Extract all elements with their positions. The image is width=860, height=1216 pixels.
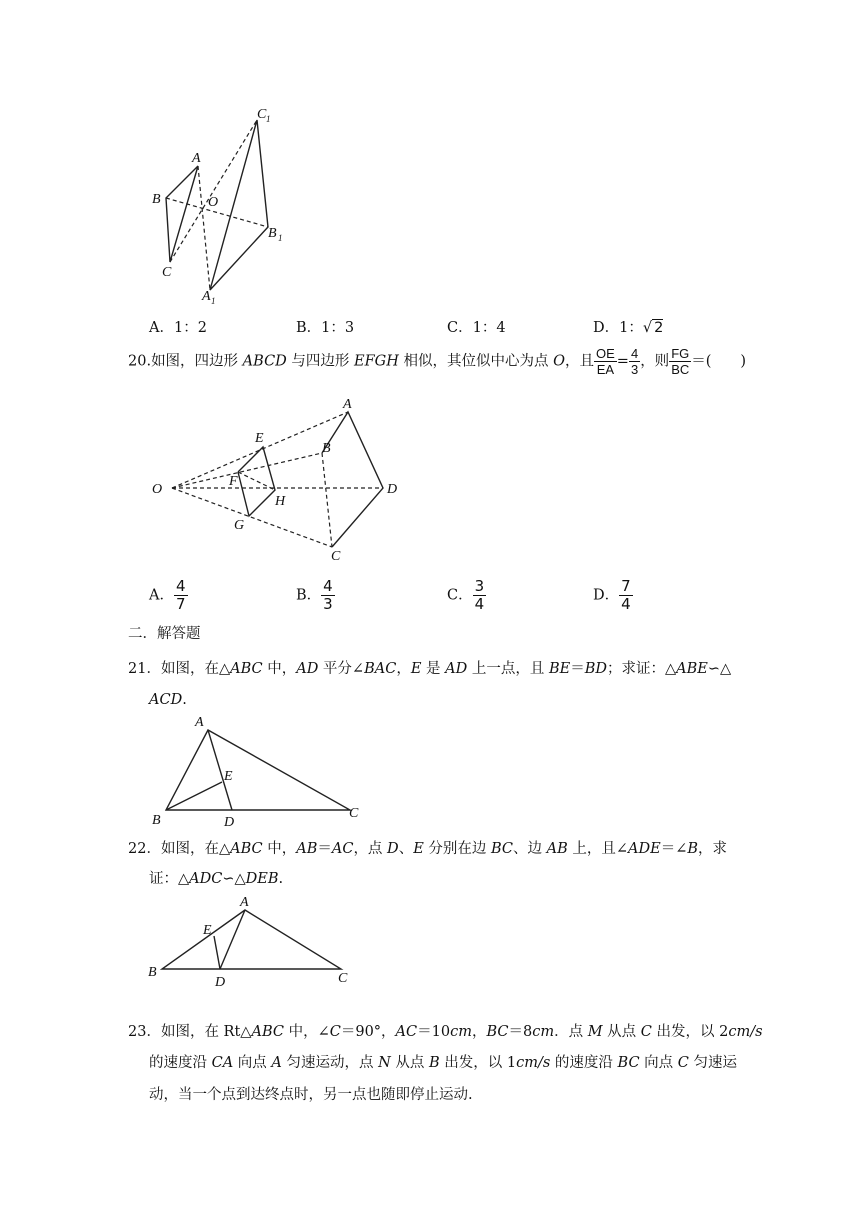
q20-dash-fh: [238, 472, 275, 490]
q20-option-c: C． $\frac{3}{4}$: [447, 577, 485, 613]
q20-option-b: B． $\frac{4}{3}$: [296, 577, 333, 613]
q22-stem-line2: 证：△ADC∽△DEB.: [149, 871, 284, 887]
q22-label-b: B: [148, 965, 157, 980]
q20-stem: 20.如图，四边形 ABCD 与四边形 EFGH 相似，其位似中心为点 O，且 $\frac{OE}{EA}$ = $\frac{4}{3}$ ，则 $\frac{FG}{BC}$ ＝( ): [128, 346, 747, 377]
q20-quad-abcd: [322, 412, 383, 547]
q21-label-e: E: [224, 769, 233, 784]
q20-label-b: B: [322, 441, 331, 456]
fraction-oe-ea: $\frac{OE}{EA}$: [596, 346, 615, 377]
q23-stem-line3: 动，当一个点到达终点时，另一点也随即停止运动.: [149, 1087, 473, 1103]
q22-label-a: A: [240, 895, 249, 910]
q20-label-h: H: [275, 494, 286, 509]
q19-label-c1-sub: 1: [266, 114, 271, 124]
sqrt-symbol: √ 2: [642, 320, 664, 336]
q19-option-a: A．1：2: [149, 320, 207, 336]
q19-dash-c-c1: [170, 120, 257, 262]
q22-stem-line1: 22．如图，在△ABC 中，AB＝AC，点 D、E 分别在边 BC、边 AB 上，且∠ADE＝∠B，求: [128, 841, 728, 857]
q20-label-a: A: [343, 397, 352, 412]
q19-dash-a-a1: [198, 166, 210, 290]
q19-option-b: B．1：3: [296, 320, 355, 336]
q21-stem-line1: 21．如图，在△ABC 中，AD 平分∠BAC，E 是 AD 上一点，且 BE＝BD；求证：△ABE∽△: [128, 661, 732, 677]
q19-label-b1-sub: 1: [278, 233, 283, 243]
q22-line-ed: [214, 936, 220, 969]
q21-label-c: C: [349, 806, 359, 821]
q19-label-c: C: [162, 265, 172, 280]
q20-label-e: E: [255, 431, 264, 446]
fraction-fg-bc: $\frac{FG}{BC}$: [671, 346, 690, 377]
q20-ray-ob: [172, 453, 322, 488]
q20-label-c: C: [331, 549, 341, 564]
q19-option-d: D．1：√ 2: [593, 320, 664, 336]
q20-label-o: O: [152, 482, 163, 497]
q19-label-b1: B: [268, 226, 277, 241]
q20-dash-bc: [322, 453, 332, 547]
q19-triangle-abc: [166, 166, 198, 262]
q19-triangle-a1b1c1: [210, 120, 268, 290]
q20-label-g: G: [234, 518, 245, 533]
q20-label-f: F: [229, 474, 238, 489]
q23-stem-line2: 的速度沿 CA 向点 A 匀速运动，点 N 从点 B 出发，以 1cm/s 的速度沿 BC 向点 C 匀速运: [149, 1055, 738, 1071]
q19-label-a: A: [192, 151, 201, 166]
q19-label-c1: C: [257, 107, 267, 122]
q22-label-c: C: [338, 971, 348, 986]
q21-line-be: [166, 782, 222, 810]
q21-figure: [145, 710, 375, 830]
q19-label-o: O: [208, 195, 219, 210]
q19-label-a1: A: [202, 289, 211, 304]
q19-option-c: C．1：4: [447, 320, 506, 336]
q22-label-e: E: [203, 923, 212, 938]
q20-figure: [145, 390, 415, 565]
q21-label-a: A: [195, 715, 204, 730]
section-heading: 二．解答题: [128, 626, 201, 642]
fraction-4-3: $\frac{4}{3}$: [630, 346, 639, 377]
q20-option-d: D． $\frac{7}{4}$: [593, 577, 631, 613]
q20-label-d: D: [387, 482, 398, 497]
q23-stem-line1: 23．如图，在 Rt△ABC 中，∠C＝90°，AC＝10cm，BC＝8cm．点 M 从点 C 出发，以 2cm/s: [128, 1024, 763, 1040]
q20-option-a: A． $\frac{4}{7}$: [149, 577, 186, 613]
q21-triangle-abc: [166, 730, 350, 810]
q21-label-b: B: [152, 813, 161, 828]
q19-figure: [140, 100, 300, 310]
q21-stem-line2: ACD.: [149, 692, 187, 708]
q22-label-d: D: [215, 975, 226, 990]
q22-figure: [145, 890, 360, 990]
q19-label-a1-sub: 1: [211, 296, 216, 306]
q20-ray-oc: [172, 488, 332, 547]
q19-label-b: B: [152, 192, 161, 207]
q21-label-d: D: [224, 815, 235, 830]
q22-triangle-abc: [162, 910, 341, 969]
